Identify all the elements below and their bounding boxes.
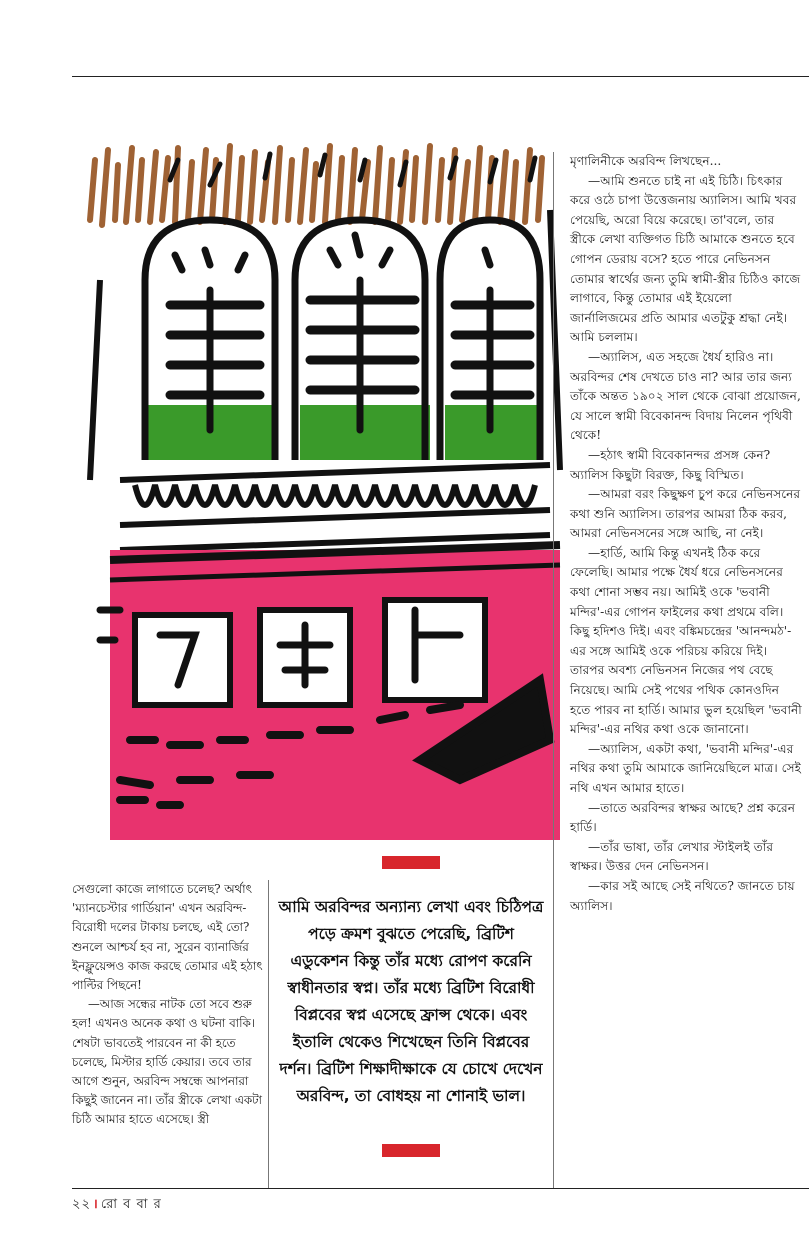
paragraph: —তাতে অরবিন্দর স্বাক্ষর আছে? প্রশ্ন করেন হার্ডি। (570, 800, 796, 835)
pull-quote-bottom-bar (382, 1144, 440, 1157)
scallop-band (120, 465, 550, 550)
pull-quote (278, 870, 544, 1136)
paragraph: —তাঁর ভাষা, তাঁর লেখার স্টাইলই তাঁর স্বাক্ষর। উত্তর দেন নেভিনসন। (570, 839, 774, 874)
right-text-column (570, 152, 802, 1162)
page-number: ২২ (72, 1197, 91, 1212)
paragraph: মৃণালিনীকে অরবিন্দ লিখছেন... (570, 154, 722, 168)
column-divider-right (553, 152, 554, 1188)
column-divider-left (268, 880, 269, 1188)
paragraph: —কার সই আছে সেই নথিতে? জানতে চায় অ্যালিস। (570, 878, 795, 913)
page-footer (72, 1194, 162, 1216)
green-grass (145, 405, 540, 460)
magazine-name: রো ব বা র (100, 1197, 162, 1212)
paragraph: —আমি শুনতে চাই না এই চিঠি। চিৎকার করে ওঠে চাপা উত্তেজনায় অ্যালিস। আমি খবর পেয়েছি, অরো বিয়ে করেছে। তা'বলে, তার স্ত্রীকে লেখা ব্যক্তিগত চিঠি আমাকে শুনতে হবে গোপন ডেরায় বসে? হতে পারে নেভিনসন তোমার স্বার্থের জন্য তুমি স্বামী-স্ত্রীর চিঠিও কাজে লাগাবে, কিন্তু তোমার এই ইয়েলো জার্নালিজমের প্রতি আমার এতটুকু শ্রদ্ধা নেই। আমি চললাম। (570, 173, 801, 345)
paragraph: —অ্যালিস, একটা কথা, 'ভবানী মন্দির'-এর নথির কথা তুমি আমাকে জানিয়েছিলে মাত্র। সেই নথি এখন আমার হাতে। (570, 741, 801, 795)
footer-separator: । (92, 1197, 99, 1212)
paragraph: সেগুলো কাজে লাগাতে চলেছ? অর্থাৎ 'ম্যানচেস্টার গার্ডিয়ান' এখন অরবিন্দ-বিরোধী দলের টাকায় চলছে, এই তো? শুনলে আশ্চর্য হব না, সুরেন ব্যানার্জির ইনফ্লুয়েন্সও কাজ করছে তোমার এই হঠাৎ পাল্টির পিছনে! (72, 882, 263, 993)
paragraph: —হার্ডি, আমি কিন্তু এখনই ঠিক করে ফেলেছি। আমার পক্ষে ধৈর্য ধরে নেভিনসনের কথা শোনা সম্ভব নয়। আমিই ওকে 'ভবানী মন্দির'-এর গোপন ফাইলের কথা প্রথমে বলি। কিছু হদিশও দিই। এবং বঙ্কিমচন্দ্রের 'আনন্দমঠ'-এর সঙ্গে আমিই ওকে পরিচয় করিয়ে দিই। তারপর অবশ্য নেভিনসন নিজের পথ বেছে নিয়েছে। আমি সেই পথের পথিক কোনওদিন হতে পারব না হার্ডি। আমার ভুল হয়েছিল 'ভবানী মন্দির'-এর নথির কথা ওকে জানানো। (570, 545, 802, 737)
left-text-column (72, 880, 266, 1170)
paragraph: —আজ সন্ধের নাটক তো সবে শুরু হল! এখনও অনেক কথা ও ঘটনা বাকি। শেষটা ভাবতেই পারবেন না কী হতে চলেছে, মিস্টার হার্ডি কেয়ার। তবে তার আগে শুনুন, অরবিন্দ সম্বন্ধে আপনারা কিছুই জানেন না। তাঁর স্ত্রীকে লেখা একটা চিঠি আমার হাতে এসেছে। স্ত্রী (72, 997, 262, 1127)
top-rule (72, 76, 809, 77)
paragraph: —অ্যালিস, এত সহজে ধৈর্য হারিও না। অরবিন্দর শেষ দেখতে চাও না? আর তার জন্য তাঁকে অন্তত ১৯০২ সাল থেকে বোঝা প্রয়োজন, যে সালে স্বামী বিবেকানন্দ বিদায় নিলেন পৃথিবী থেকে! (570, 349, 801, 443)
illustration (60, 140, 570, 840)
paragraph: —হঠাৎ স্বামী বিবেকানন্দর প্রসঙ্গ কেন? অ্যালিস কিছুটা বিরক্ত, কিছু বিস্মিত। (570, 447, 771, 482)
pull-quote-top-bar (382, 856, 440, 869)
bottom-rule (72, 1188, 809, 1189)
paragraph: —আমরা বরং কিছুক্ষণ চুপ করে নেভিনসনের কথা শুনি অ্যালিস। তারপর আমরা ঠিক করব, আমরা নেভিনসনের সঙ্গে আছি, না নেই। (570, 487, 801, 541)
brown-scribble (90, 146, 542, 225)
pull-quote-text: আমি অরবিন্দর অন্যান্য লেখা এবং চিঠিপত্র পড়ে ক্রমশ বুঝতে পেরেছি, ব্রিটিশ এডুকেশন কিন্তু তাঁর মধ্যে রোপণ করেনি স্বাধীনতার স্বপ্ন। তাঁর মধ্যে ব্রিটিশ বিরোধী বিপ্লবের স্বপ্ন এসেছে ফ্রান্স থেকে। এবং ইতালি থেকেও শিখেছেন তিনি বিপ্লবের দর্শন। ব্রিটিশ শিক্ষাদীক্ষাকে যে চোখে দেখেন অরবিন্দ, তা বোধহয় না শোনাই ভাল। (278, 898, 544, 1105)
